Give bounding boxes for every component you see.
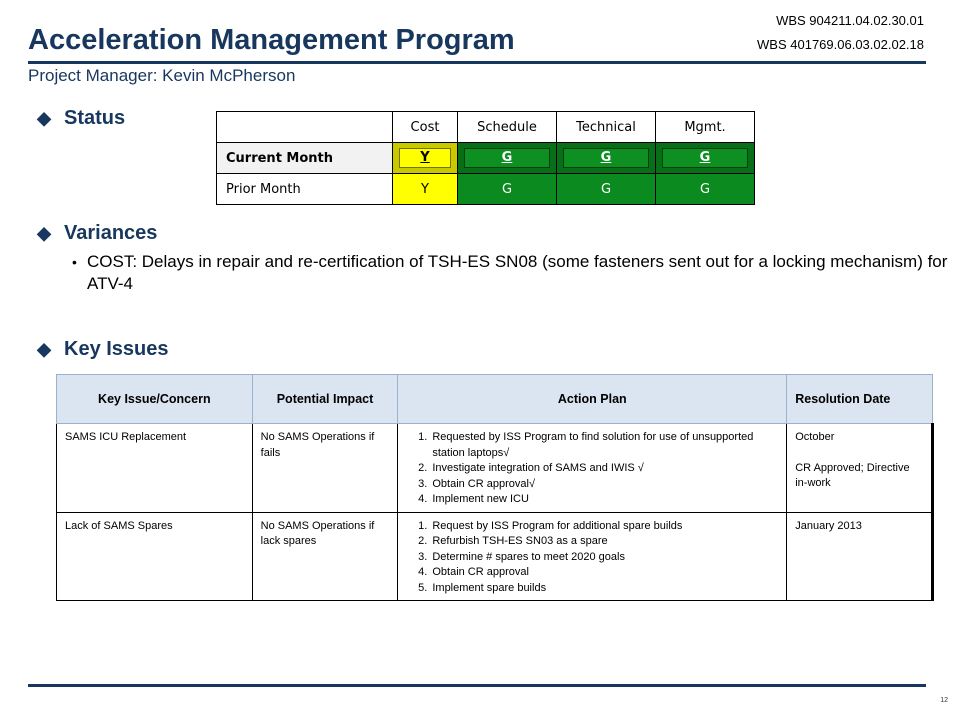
page-title: Acceleration Management Program [28, 24, 515, 56]
list-item: 2. Refurbish TSH-ES SN03 as a spare [430, 534, 778, 550]
status-rating: Y [399, 148, 451, 168]
impact-cell: No SAMS Operations if lack spares [252, 512, 398, 601]
variance-item [72, 251, 957, 295]
action-list [406, 430, 778, 508]
status-row-current [217, 143, 755, 174]
wbs-code-1: WBS 904211.04.02.30.01 [776, 13, 924, 28]
list-item: 2. Investigate integration of SAMS and IWIS √ [430, 461, 778, 477]
diamond-bullet-icon: ◆ [37, 339, 51, 359]
variances-heading [36, 222, 157, 245]
status-cell-technical [557, 143, 656, 174]
status-heading [36, 107, 125, 130]
status-header-row [217, 112, 755, 143]
list-item: 1. Requested by ISS Program to find solution for use of unsupported station laptops√ [430, 430, 778, 461]
footer-divider [28, 684, 926, 687]
status-cell-mgmt [656, 143, 755, 174]
status-row-prior [217, 174, 755, 205]
list-item: 3. Obtain CR approval√ [430, 477, 778, 493]
status-cell-mgmt: G [656, 174, 755, 205]
status-cell-cost: Y [393, 174, 458, 205]
status-row-label: Prior Month [217, 174, 393, 205]
status-cell-technical: G [557, 174, 656, 205]
status-col-schedule: Schedule [458, 112, 557, 143]
impact-cell: No SAMS Operations if fails [252, 424, 398, 513]
variance-text: COST: Delays in repair and re-certification of TSH-ES SN08 (some fasteners sent out for a locking mechanism) for ATV-4 [87, 252, 948, 293]
list-item: 4. Obtain CR approval [430, 565, 778, 581]
key-issues-heading-label: Key Issues [64, 338, 169, 360]
issue-cell: SAMS ICU Replacement [57, 424, 253, 513]
key-issues-heading [36, 338, 169, 361]
project-manager: Project Manager: Kevin McPherson [28, 66, 296, 85]
diamond-bullet-icon: ◆ [37, 223, 51, 243]
resolution-date: January 2013 [795, 519, 862, 532]
issue-cell: Lack of SAMS Spares [57, 512, 253, 601]
issues-header-row [57, 375, 933, 424]
resolution-cell [787, 424, 933, 513]
resolution-cell [787, 512, 933, 601]
status-corner-cell [217, 112, 393, 143]
issues-col-impact: Potential Impact [252, 375, 398, 424]
list-item: 1. Request by ISS Program for additional spare builds [430, 519, 778, 535]
resolution-note: CR Approved; Directive in-work [795, 461, 910, 489]
status-rating: G [662, 148, 748, 168]
status-rating: G [464, 148, 550, 168]
wbs-code-2: WBS 401769.06.03.02.02.18 [757, 37, 924, 52]
status-cell-schedule: G [458, 174, 557, 205]
status-cell-schedule [458, 143, 557, 174]
list-item: 5. Implement spare builds [430, 581, 778, 597]
list-item: 3. Determine # spares to meet 2020 goals [430, 550, 778, 566]
action-cell [398, 424, 787, 513]
status-row-label: Current Month [217, 143, 393, 174]
spacer [795, 446, 923, 461]
variances-heading-label: Variances [64, 222, 158, 244]
status-col-mgmt: Mgmt. [656, 112, 755, 143]
action-cell [398, 512, 787, 601]
key-issues-table [56, 374, 934, 601]
action-list [406, 519, 778, 597]
table-row [57, 424, 933, 513]
issues-col-action: Action Plan [398, 375, 787, 424]
resolution-date: October [795, 431, 835, 443]
status-col-technical: Technical [557, 112, 656, 143]
status-rating: G [563, 148, 649, 168]
list-item: 4. Implement new ICU [430, 492, 778, 508]
diamond-bullet-icon: ◆ [37, 108, 51, 128]
table-row [57, 512, 933, 601]
page-number: 12 [940, 697, 948, 704]
status-heading-label: Status [64, 107, 126, 129]
issues-col-issue: Key Issue/Concern [57, 375, 253, 424]
status-table [216, 111, 755, 205]
status-cell-cost [393, 143, 458, 174]
bullet-icon: • [72, 254, 77, 270]
title-divider [28, 61, 926, 64]
issues-col-resolution: Resolution Date [787, 375, 933, 424]
status-col-cost: Cost [393, 112, 458, 143]
